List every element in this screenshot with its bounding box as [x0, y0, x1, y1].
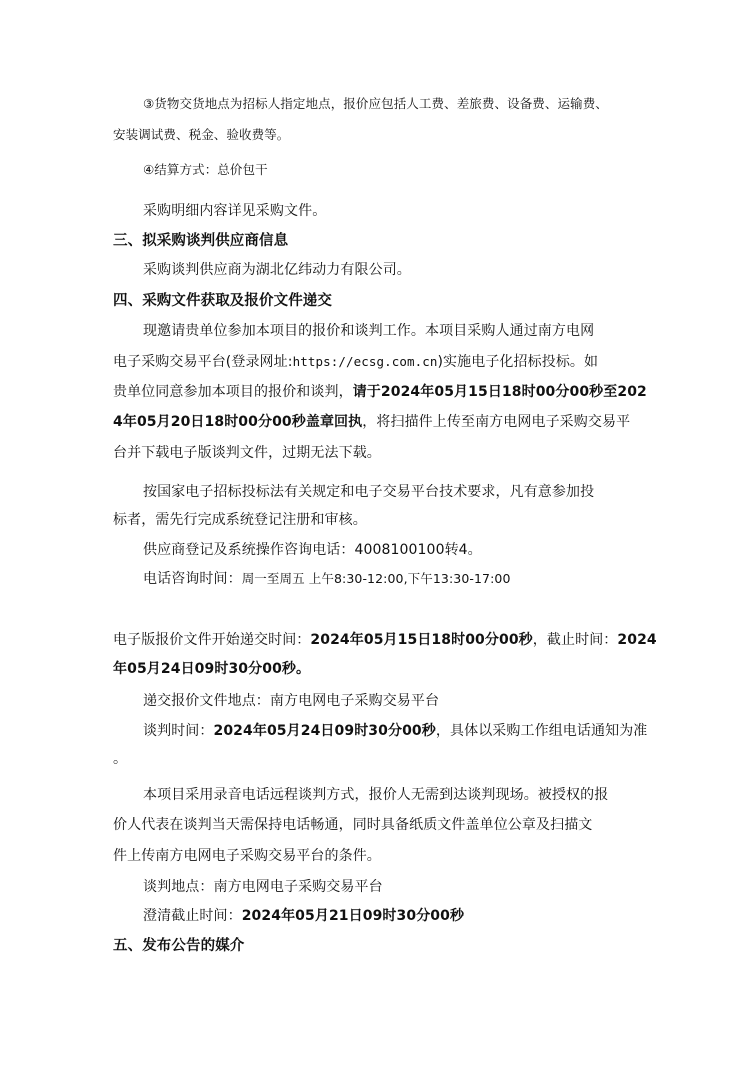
- submit-start-time: 2024年05月15日18时00分00秒: [310, 632, 533, 648]
- negotiation-time-value: 2024年05月24日09时30分00秒: [213, 723, 436, 739]
- remote-line1: 本项目采用录音电话远程谈判方式，报价人无需到达谈判现场。被授权的报: [143, 787, 609, 803]
- remote-line3: 件上传南方电网电子采购交易平台的条件。: [113, 848, 381, 864]
- para1-line1: 现邀请贵单位参加本项目的报价和谈判工作。本项目采购人通过南方电网: [143, 323, 595, 339]
- receipt-deadline-end: 4年05月20日18时00分00秒盖章回执: [113, 414, 363, 430]
- negotiation-time-note: ，具体以采购工作组电话通知为准: [435, 723, 648, 739]
- para1-line3-start: 贵单位同意参加本项目的报价和谈判，: [113, 384, 353, 400]
- submit-deadline-time: 年05月24日09时30分00秒。: [113, 661, 311, 677]
- section3-heading: 三、拟采购谈判供应商信息: [113, 233, 289, 249]
- section4-heading: 四、采购文件获取及报价文件递交: [113, 293, 332, 309]
- section3-text: 采购谈判供应商为湖北亿纬动力有限公司。: [143, 262, 411, 278]
- submit-deadline-year: 2024: [617, 632, 657, 648]
- submit-start-label: 电子版报价文件开始递交时间：: [113, 632, 311, 648]
- clarify-deadline-line: [143, 906, 464, 926]
- submit-time-line1: [113, 630, 657, 650]
- receipt-deadline-start: 请于2024年05月15日18时00分00秒至202: [352, 384, 647, 400]
- platform-url-link[interactable]: https://ecsg.com.cn: [292, 354, 438, 369]
- para1-line2: [113, 352, 598, 372]
- para1-line3: [113, 382, 647, 402]
- para2-line1: 按国家电子招标投标法有关规定和电子交易平台技术要求，凡有意参加投: [143, 484, 595, 500]
- negotiation-place-line: 谈判地点：南方电网电子采购交易平台: [143, 879, 383, 895]
- supplier-phone-line: 供应商登记及系统操作咨询电话：4008100100转4。: [143, 542, 482, 558]
- phone-hours-value: 周一至周五 上午8:30-12:00,下午13:30-17:00: [241, 571, 511, 586]
- item3-line2: 安装调试费、税金、验收费等。: [113, 127, 290, 142]
- para1-line5: 台并下载电子版谈判文件，过期无法下载。: [113, 445, 381, 461]
- para1-line2-start: 电子采购交易平台(登录网址:: [113, 354, 293, 370]
- submit-place-line: 递交报价文件地点：南方电网电子采购交易平台: [143, 693, 440, 709]
- item3-line1: ③货物交货地点为招标人指定地点，报价应包括人工费、差旅费、设备费、运输费、: [143, 96, 608, 111]
- section5-heading: 五、发布公告的媒介: [113, 938, 245, 954]
- negotiation-time-line: [143, 721, 647, 741]
- submit-deadline-label: ，截止时间：: [532, 632, 618, 648]
- item4-settlement: ④结算方式：总价包干: [143, 162, 268, 177]
- para1-line2-end: )实施电子化招标投标。如: [437, 354, 599, 370]
- para1-line4-end: ，将扫描件上传至南方电网电子采购交易平: [362, 414, 631, 430]
- detail-note: 采购明细内容详见采购文件。: [143, 203, 327, 219]
- remote-line2: 价人代表在谈判当天需保持电话畅通，同时具备纸质文件盖单位公章及扫描文: [113, 817, 593, 833]
- phone-hours-label: 电话咨询时间：: [143, 571, 242, 587]
- phone-hours-line: [143, 569, 511, 589]
- negotiation-time-label: 谈判时间：: [143, 723, 214, 739]
- para1-line4: [113, 412, 630, 432]
- para2-line2: 标者，需先行完成系统登记注册和审核。: [113, 512, 367, 528]
- clarify-deadline-label: 澄清截止时间：: [143, 908, 242, 924]
- negotiation-time-period: 。: [113, 751, 128, 767]
- clarify-deadline-value: 2024年05月21日09时30分00秒: [241, 908, 465, 924]
